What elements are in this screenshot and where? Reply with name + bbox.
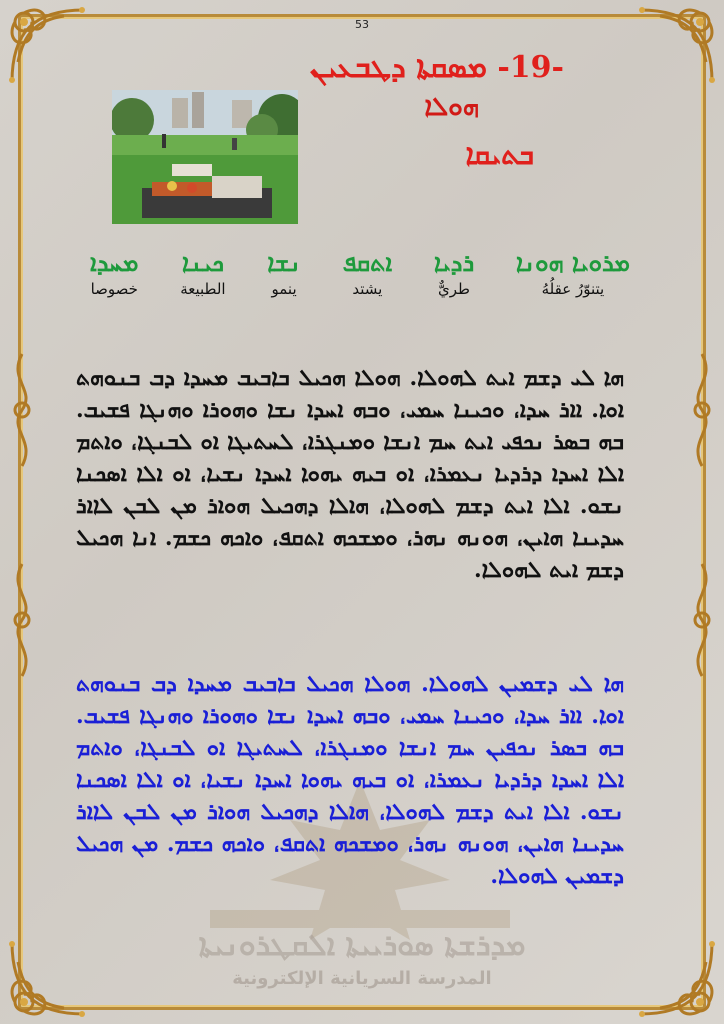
reading-paragraph-blue: ܗܐ ܠܝ ܕܫܡܝܢ ܠܗܘܠܐ. ܗܘܠܐ ܗܟܝܠ ܒܐܒܝܒ ܡܚܕܐ ܕܒ ܒܢܘܗܬ ܐܘܐ. ܐܐܪ ܚܕܐ، ܘܟܝܢܐ ܚܡܝ، ܘܒܗ ܐܚܕܐ ܢܫܐ ܘܗܘܪܐ ܘܗܢܓܐ ܦܫܝܒ. ܒܗ ܒܣܪ ܢܟܦܝܢ ܚܡ ܐܢܫܐ ܘܡܢܓܪܐ، ܠܚܬܝܓܐ ܐܘ ܠܒܢܓܐ، ܘܐܬܡ ܐܠܐ ܐܚܕܐ ܕܪܕܝܐ ܢܥܡܪܐ، ܐܘ ܒܝܗ ܝܗܘܐ ܐܚܕܐ ܢܫܝܐ، ܐܘ ܐܠܐ ܐܣܟܢܐ ܢܫܘ. ܐܠܐ ܐܝܬ ܕܫܡ ܠܗܘܠܐ، ܗܐܠܐ ܕܗܟܝܠ ܗܘܐܪ ܡܢ ܠܒܢ ܠܐܐܪ ܚܕܝܢܐ ܗܐܝܢ، ܗܘܢܗ ܢܗܪ، ܘܡܫܟܗ ܐܬܩܦ، ܘܐܟܗ ܟܫܡ. ܡܢ ܗܟܝܠ ܕܫܡܝܢ ܠܗܘܠܐ. [76, 671, 624, 889]
lesson-subtitle-1: ܗܘܠܐ [424, 92, 479, 122]
vocabulary-arabic: خصوصا [90, 280, 138, 298]
vocabulary-syriac: ܪܕܝܐ [433, 248, 475, 277]
side-ornament-left-upper [2, 350, 42, 470]
vocabulary-syriac: ܡܚܕܐ [90, 248, 139, 277]
vocabulary-item [516, 248, 630, 298]
picnic-barbecue-photo [112, 90, 298, 224]
vocabulary-item [180, 248, 225, 298]
watermark-syriac-text: ܡܕܪܫܬܐ ܣܘܪܝܝܬܐ ܐܠܩܛܪܘܢܝܬܐ [198, 928, 526, 963]
vocabulary-item [434, 248, 474, 298]
side-ornament-right-lower [682, 560, 722, 680]
vocabulary-syriac: ܐܬܩܦ [342, 248, 393, 277]
vocabulary-item [343, 248, 393, 298]
vocabulary-arabic: الطبيعة [180, 280, 226, 298]
side-ornament-left-lower [2, 560, 42, 680]
lesson-subtitle-2: ܒܬܝܩܐ [465, 138, 534, 171]
watermark-arabic-text: المدرسة السريانية الإلكترونية [232, 968, 492, 989]
vocabulary-item [90, 248, 138, 298]
corner-ornament-top-right [630, 2, 720, 92]
vocabulary-arabic: ينمو [271, 280, 297, 298]
vocabulary-arabic: طريٌّ [438, 280, 470, 298]
page-number: 53 [355, 18, 369, 31]
vocabulary-list [90, 248, 630, 298]
vocabulary-syriac: ܡܪܘܝܐ ܗܘܢܐ [515, 248, 630, 277]
vocabulary-syriac: ܟܝܢܐ [181, 248, 224, 277]
lesson-title: -19- ܡܣܩܬܐ ܕܛܒܥܝܢ [310, 50, 564, 85]
reading-paragraph-black: ܗܐ ܠܝ ܕܫܡ ܐܝܬ ܠܗܘܠܐ. ܗܘܠܐ ܗܟܝܠ ܒܐܒܝܒ ܡܚܕܐ ܕܒ ܒܢܘܗܬ ܐܘܐ. ܐܐܪ ܚܕܐ، ܘܟܝܢܐ ܚܡܝ، ܘܒܗ ܐܚܕܐ ܢܫܐ ܘܗܘܪܐ ܘܗܢܓܐ ܦܫܝܒ. ܒܗ ܒܣܪ ܢܟܦܝ ܐܝܬ ܚܡ ܐܢܫܐ ܘܡܢܓܪܐ، ܠܚܬܝܓܐ ܐܘ ܠܒܢܓܐ، ܘܐܬܡ ܐܠܐ ܐܚܕܐ ܕܪܕܝܐ ܢܥܡܪܐ، ܐܘ ܒܝܗ ܝܗܘܐ ܐܚܕܐ ܢܫܝܐ، ܐܘ ܐܠܐ ܐܣܟܢܐ ܢܫܘ. ܐܠܐ ܐܝܬ ܕܫܡ ܠܗܘܠܐ، ܗܐܠܐ ܕܗܟܝܠ ܗܘܐܪ ܡܢ ܠܒܢ ܠܐܐܪ ܚܕܝܢܐ ܗܐܝܢ، ܗܘܢܗ ܢܗܪ، ܘܡܫܟܗ ܐܬܩܦ، ܘܐܟܗ ܟܫܡ. ܐܢܐ ܗܟܝܠ ܕܫܡ ܐܝܬ ܠܗܘܠܐ. [76, 365, 624, 583]
vocabulary-item [267, 248, 301, 298]
corner-ornament-top-left [4, 2, 94, 92]
vocabulary-arabic: يشتد [352, 280, 383, 298]
vocabulary-arabic: يتنوّرُ عقلُهُ [541, 280, 605, 298]
side-ornament-right-upper [682, 350, 722, 470]
vocabulary-syriac: ܢܫܐ [267, 248, 301, 277]
